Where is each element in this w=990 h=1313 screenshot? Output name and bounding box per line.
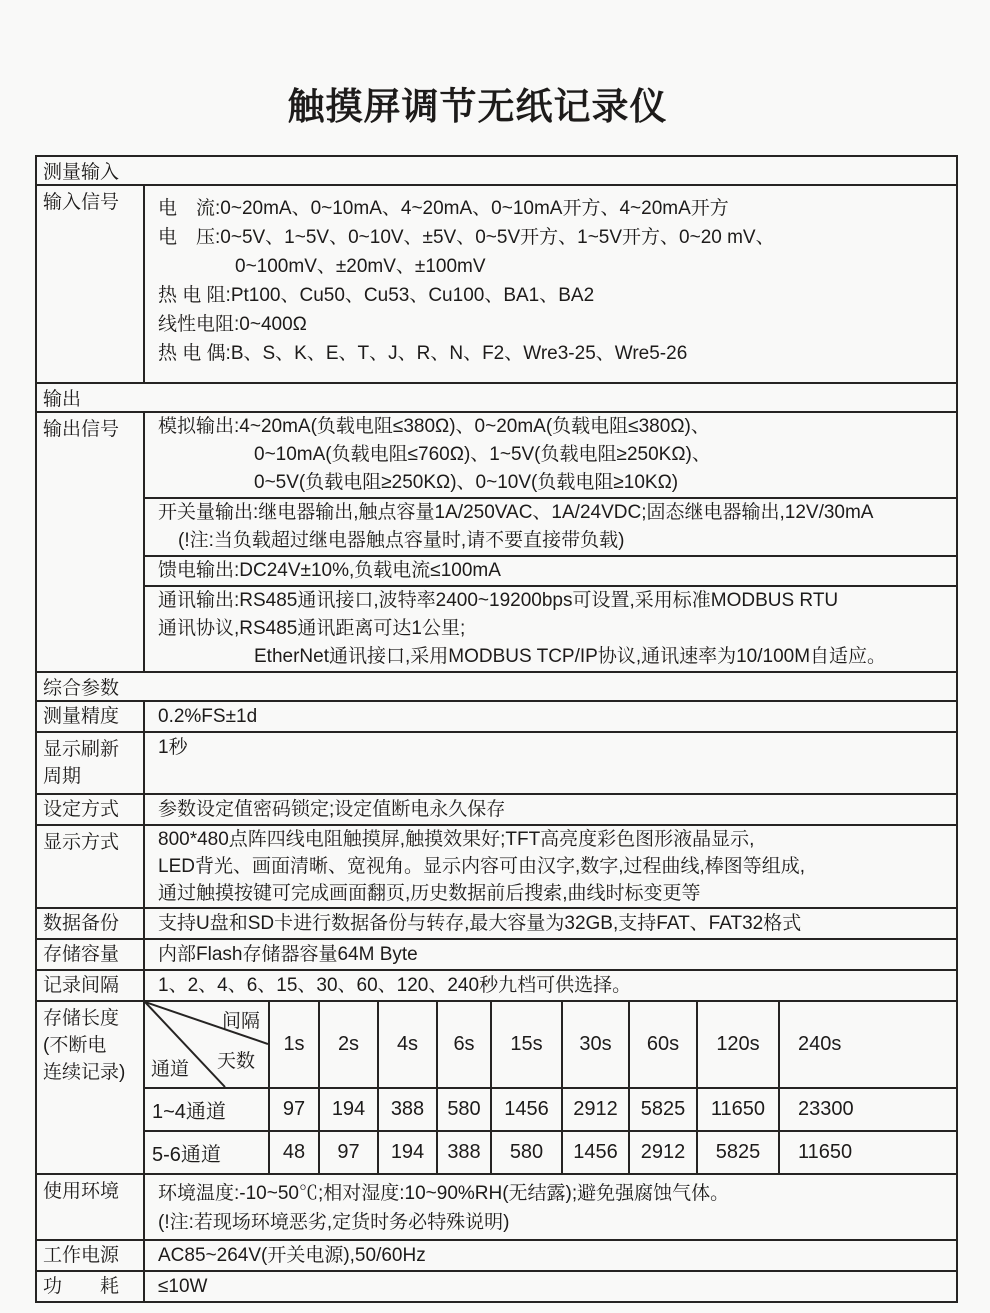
analog-line-1: 模拟输出:4~20mA(负载电阻≤380Ω)、0~20mA(负载电阻≤380Ω)、 <box>158 416 710 437</box>
row-power-supply <box>37 1239 956 1270</box>
value-refresh-period: 1秒 <box>158 737 188 758</box>
corner-days-label: 天数 <box>216 1051 255 1072</box>
storage-col-header: 15s <box>490 1002 561 1087</box>
input-line-tc: 热 电 偶:B、S、K、E、T、J、R、N、F2、Wre3-25、Wre5-26 <box>158 343 688 364</box>
storage-col-header: 2s <box>318 1002 377 1087</box>
storage-col-header: 1s <box>268 1002 318 1087</box>
spec-table <box>35 155 958 1303</box>
corner-interval-label: 间隔 <box>221 1011 260 1032</box>
label-display-mode: 显示方式 <box>37 826 145 907</box>
row-storage-capacity <box>37 938 956 969</box>
analog-line-3: 0~5V(负载电阻≥250KΩ)、0~10V(负载电阻≥10KΩ) <box>254 472 679 493</box>
value-environment <box>145 1175 956 1239</box>
label-power-supply: 工作电源 <box>37 1241 145 1270</box>
storage-cell: 23300 <box>778 1087 956 1130</box>
label-environment: 使用环境 <box>37 1175 145 1239</box>
label-accuracy: 测量精度 <box>37 702 145 731</box>
section-output: 输出 <box>37 382 956 411</box>
row-input-signal <box>37 184 956 382</box>
storage-row-label: 5-6通道 <box>145 1130 268 1173</box>
storage-col-header: 4s <box>377 1002 436 1087</box>
storage-col-header: 6s <box>436 1002 490 1087</box>
storage-col-header: 30s <box>561 1002 628 1087</box>
row-power-consumption <box>37 1270 956 1301</box>
value-power-consumption: ≤10W <box>158 1276 208 1297</box>
storage-col-header: 60s <box>628 1002 696 1087</box>
row-refresh-period <box>37 731 956 793</box>
environment-line-1: 环境温度:-10~50℃;相对湿度:10~90%RH(无结露);避免强腐蚀气体。 <box>158 1183 730 1204</box>
value-display-mode <box>145 826 956 907</box>
label-power-consumption: 功 耗 <box>37 1272 145 1301</box>
storage-cell: 5825 <box>628 1087 696 1130</box>
row-setting-mode <box>37 793 956 824</box>
label-refresh-period <box>37 733 145 793</box>
storage-cell: 48 <box>268 1130 318 1173</box>
output-feed <box>145 555 956 585</box>
value-output-signal <box>145 413 956 671</box>
output-comm <box>145 585 956 671</box>
storage-cell: 11650 <box>696 1087 778 1130</box>
row-accuracy <box>37 700 956 731</box>
label-output-signal: 输出信号 <box>37 413 145 671</box>
refresh-label-line-1: 显示刷新 <box>43 739 120 760</box>
storage-col-header: 240s <box>778 1002 956 1087</box>
storage-row-label: 1~4通道 <box>145 1087 268 1130</box>
value-storage-capacity: 内部Flash存储器容量64M Byte <box>158 944 418 965</box>
row-storage-length <box>37 1000 956 1173</box>
storage-col-header: 120s <box>696 1002 778 1087</box>
input-line-current: 电 流:0~20mA、0~10mA、4~20mA、0~10mA开方、4~20mA开方 <box>158 198 729 219</box>
input-line-voltage-cont: 0~100mV、±20mV、±100mV <box>235 256 486 277</box>
storage-label-line-1: 存储长度 <box>43 1008 120 1029</box>
storage-cell: 388 <box>436 1130 490 1173</box>
storage-cell: 5825 <box>696 1130 778 1173</box>
storage-cell: 1456 <box>561 1130 628 1173</box>
relay-line-2: (!注:当负载超过继电器触点容量时,请不要直接带负载) <box>178 530 625 551</box>
storage-cell: 194 <box>377 1130 436 1173</box>
output-analog <box>145 413 956 497</box>
label-storage-length <box>37 1002 145 1173</box>
value-accuracy: 0.2%FS±1d <box>158 706 258 727</box>
input-line-voltage: 电 压:0~5V、1~5V、0~10V、±5V、0~5V开方、1~5V开方、0~20 mV、 <box>158 227 775 248</box>
storage-cell: 388 <box>377 1087 436 1130</box>
storage-table <box>145 1002 956 1173</box>
storage-cell: 97 <box>318 1130 377 1173</box>
storage-cell: 11650 <box>778 1130 956 1173</box>
section-measure-input: 测量输入 <box>43 162 120 183</box>
analog-line-2: 0~10mA(负载电阻≤760Ω)、1~5V(负载电阻≥250KΩ)、 <box>254 444 711 465</box>
storage-label-line-3: 连续记录) <box>43 1062 126 1083</box>
output-relay <box>145 497 956 555</box>
storage-cell: 2912 <box>561 1087 628 1130</box>
storage-cell: 580 <box>436 1087 490 1130</box>
storage-corner-cell <box>145 1002 268 1087</box>
row-display-mode <box>37 824 956 907</box>
value-record-interval: 1、2、4、6、15、30、60、120、240秒九档可供选择。 <box>158 975 632 996</box>
comm-line-1: 通讯输出:RS485通讯接口,波特率2400~19200bps可设置,采用标准MODBUS RTU <box>158 590 839 611</box>
row-output-signal <box>37 411 956 671</box>
label-record-interval: 记录间隔 <box>37 971 145 1000</box>
feed-line: 馈电输出:DC24V±10%,负载电流≤100mA <box>158 560 501 581</box>
storage-cell: 1456 <box>490 1087 561 1130</box>
value-setting-mode: 参数设定值密码锁定;设定值断电永久保存 <box>158 799 506 820</box>
label-storage-capacity: 存储容量 <box>37 940 145 969</box>
row-data-backup <box>37 907 956 938</box>
value-power-supply: AC85~264V(开关电源),50/60Hz <box>158 1245 426 1266</box>
label-input-signal: 输入信号 <box>37 186 145 382</box>
relay-line-1: 开关量输出:继电器输出,触点容量1A/250VAC、1A/24VDC;固态继电器输出,12V/30mA <box>158 502 874 523</box>
input-line-rtd: 热 电 阻:Pt100、Cu50、Cu53、Cu100、BA1、BA2 <box>158 285 595 306</box>
comm-line-3: EtherNet通讯接口,采用MODBUS TCP/IP协议,通讯速率为10/100M自适应。 <box>254 646 887 667</box>
input-line-linear-r: 线性电阻:0~400Ω <box>158 314 307 335</box>
label-setting-mode: 设定方式 <box>37 795 145 824</box>
display-line-3: 通过触摸按键可完成画面翻页,历史数据前后搜索,曲线时标变更等 <box>158 883 701 904</box>
row-record-interval <box>37 969 956 1000</box>
label-data-backup: 数据备份 <box>37 909 145 938</box>
row-environment <box>37 1173 956 1239</box>
storage-cell: 194 <box>318 1087 377 1130</box>
display-line-2: LED背光、画面清晰、宽视角。显示内容可由汉字,数字,过程曲线,棒图等组成, <box>158 856 806 877</box>
storage-cell: 580 <box>490 1130 561 1173</box>
page-title: 触摸屏调节无纸记录仪 <box>287 86 668 127</box>
environment-line-2: (!注:若现场环境恶劣,定货时务必特殊说明) <box>158 1212 510 1233</box>
storage-cell: 97 <box>268 1087 318 1130</box>
value-data-backup: 支持U盘和SD卡进行数据备份与转存,最大容量为32GB,支持FAT、FAT32格式 <box>158 913 802 934</box>
value-input-signal <box>145 186 956 382</box>
refresh-label-line-2: 周期 <box>43 766 82 787</box>
corner-channel-label: 通道 <box>151 1059 190 1080</box>
storage-cell: 2912 <box>628 1130 696 1173</box>
section-general-params: 综合参数 <box>37 671 956 700</box>
comm-line-2: 通讯协议,RS485通讯距离可达1公里; <box>158 618 466 639</box>
storage-label-line-2: (不断电 <box>43 1035 107 1056</box>
display-line-1: 800*480点阵四线电阻触摸屏,触摸效果好;TFT高亮度彩色图形液晶显示, <box>158 829 755 850</box>
